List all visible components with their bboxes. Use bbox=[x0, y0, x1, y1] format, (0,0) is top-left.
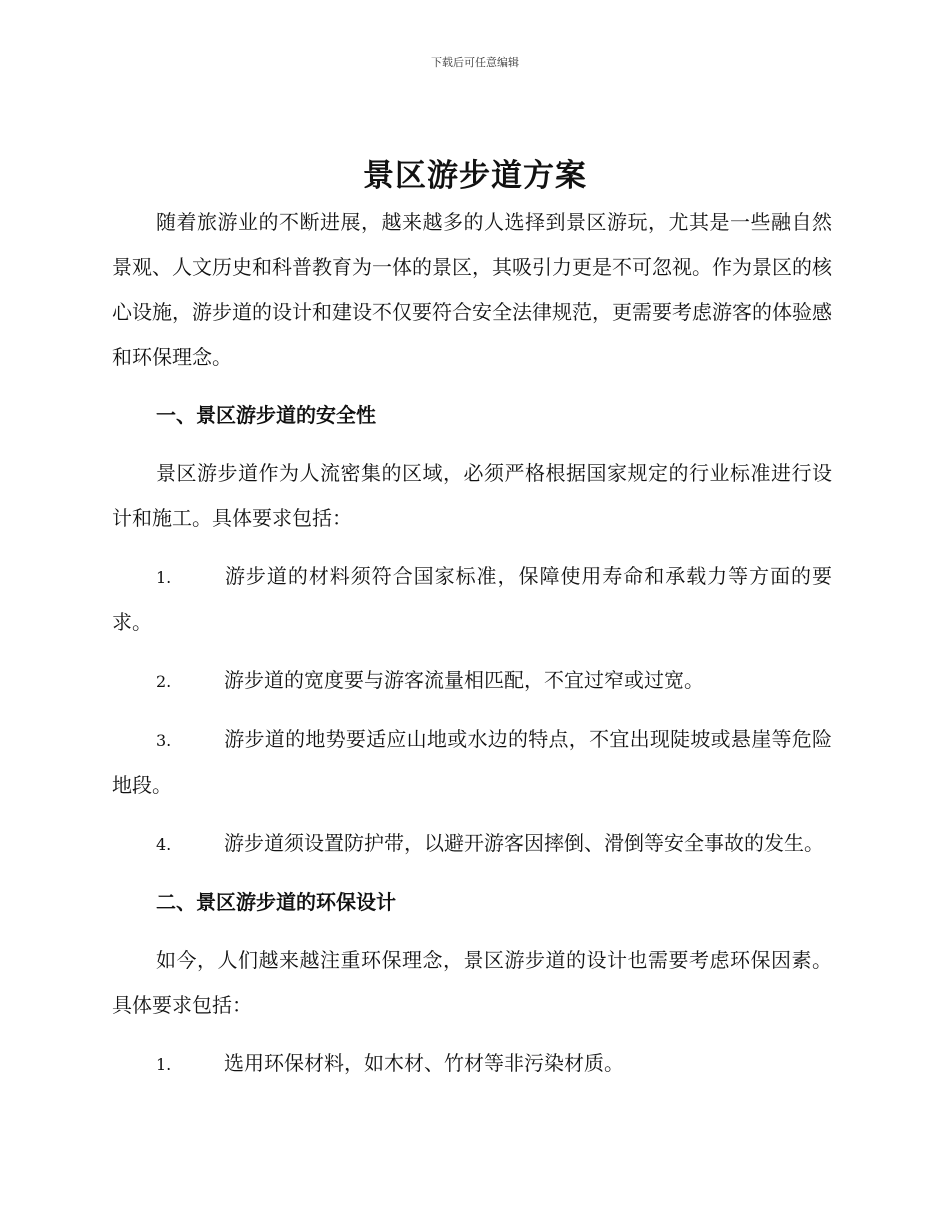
intro-paragraph: 随着旅游业的不断进展，越来越多的人选择到景区游玩，尤其是一些融自然景观、人文历史和科普教育为一体的景区，其吸引力更是不可忽视。作为景区的核心设施，游步道的设计和建设不仅要符合安全法律规范，更需要考虑游客的体验感和环保理念。 bbox=[112, 210, 832, 369]
list-item bbox=[112, 554, 832, 645]
section-heading-eco: 二、景区游步道的环保设计 bbox=[156, 890, 396, 914]
list-item bbox=[112, 821, 832, 867]
header-note: 下载后可任意编辑 bbox=[431, 56, 519, 69]
list-item-number: 4. bbox=[156, 835, 172, 854]
list-item bbox=[112, 717, 832, 808]
list-item-text: 游步道的地势要适应山地或水边的特点，不宜出现陡坡或悬崖等危险地段。 bbox=[112, 727, 832, 797]
list-item-number: 3. bbox=[156, 731, 172, 750]
list-item bbox=[112, 1041, 832, 1087]
list-item bbox=[112, 658, 832, 704]
section-paragraph-safety: 景区游步道作为人流密集的区域，必须严格根据国家规定的行业标准进行设计和施工。具体要求包括： bbox=[112, 461, 832, 530]
list-item-text: 选用环保材料，如木材、竹材等非污染材质。 bbox=[224, 1051, 624, 1075]
list-item-text: 游步道的宽度要与游客流量相匹配，不宜过窄或过宽。 bbox=[224, 668, 704, 692]
list-item-text: 游步道的材料须符合国家标准，保障使用寿命和承载力等方面的要求。 bbox=[112, 564, 832, 634]
list-item-number: 1. bbox=[156, 1055, 172, 1074]
section-heading-safety: 一、景区游步道的安全性 bbox=[156, 403, 376, 427]
list-item-text: 游步道须设置防护带，以避开游客因摔倒、滑倒等安全事故的发生。 bbox=[224, 831, 824, 855]
list-item-number: 2. bbox=[156, 672, 172, 691]
list-item-number: 1. bbox=[156, 568, 172, 587]
section-paragraph-eco: 如今，人们越来越注重环保理念，景区游步道的设计也需要考虑环保因素。具体要求包括： bbox=[112, 948, 832, 1017]
page-title: 景区游步道方案 bbox=[363, 158, 587, 194]
document-body bbox=[112, 200, 832, 1087]
